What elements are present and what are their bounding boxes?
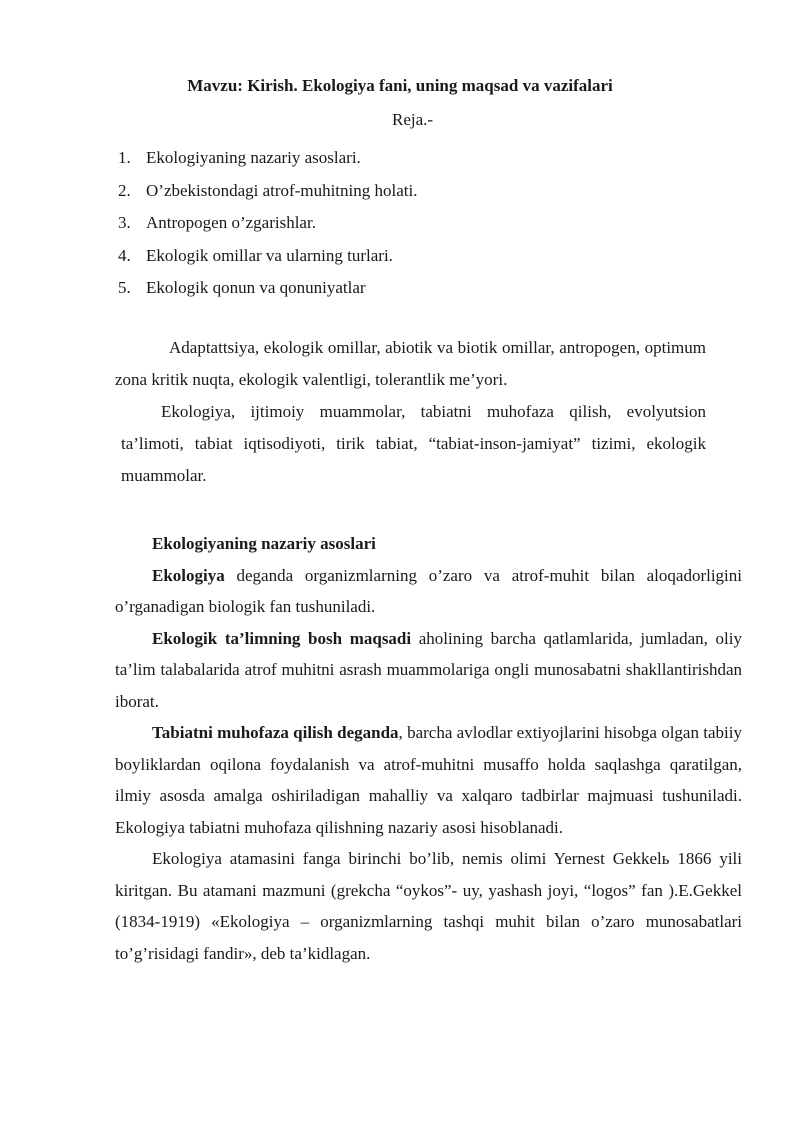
plan-item-text: Antropogen o’zgarishlar.	[146, 213, 316, 232]
plan-item	[118, 207, 417, 240]
plan-item-number: 4.	[118, 245, 131, 265]
plan-item-number: 3.	[118, 213, 131, 232]
plan-item-number: 5.	[118, 278, 131, 297]
plan-list	[118, 142, 417, 305]
keywords-paragraph: Adaptattsiya, ekologik omillar, abiotik va biotik omillar, antropogen, optimum zona kritik nuqta, ekologik valentligi, tolerantlik me’yori.	[115, 338, 706, 389]
plan-label: Reja.-	[392, 110, 434, 129]
plan-item	[118, 175, 417, 208]
section-heading: Ekologiyaning nazariy asoslari	[152, 534, 376, 553]
plan-item-text: Ekologiyaning nazariy asoslari.	[146, 148, 361, 167]
body-paragraph	[115, 560, 742, 623]
plan-item-text: Ekologik omillar va ularning turlari.	[146, 245, 393, 265]
plan-item-text: O’zbekistondagi atrof-muhitning holati.	[146, 180, 418, 200]
term-bold: Tabiatni muhofaza qilish deganda	[152, 723, 399, 742]
document-title: Mavzu: Kirish. Ekologiya fani, uning maqsad va vazifalari	[187, 76, 613, 95]
plan-item	[118, 240, 417, 273]
body-paragraph	[115, 623, 742, 718]
paragraph-text: , barcha avlodlar extiyojlarini hisobga olgan tabiiy boyliklardan oqilona foydalanish va atrof-muhitni musaffo holda saqlashga qaratilgan, ilmiy asosda amalga oshiriladigan mahalliy va xalqaro tadbirlar majmuasi tushuniladi. Ekologiya tabiatni muhofaza qilishning nazariy asosi hisoblanadi.	[115, 723, 742, 837]
paragraph-text: aholining barcha qatlamlarida, jumladan, oliy ta’lim talabalarida atrof muhitni asrash muammolariga ongli munosabatni shakllantirishdan iborat.	[115, 628, 742, 711]
plan-item	[118, 272, 417, 305]
plan-item-text: Ekologik qonun va qonuniyatlar	[146, 278, 366, 297]
plan-item-number: 2.	[118, 180, 131, 200]
term-bold: Ekologiya	[152, 565, 225, 585]
keywords-paragraph: Ekologiya, ijtimoiy muammolar, tabiatni muhofaza qilish, evolyutsion ta’limoti, tabiat iqtisodiyoti, tirik tabiat, “tabiat-inson-jamiyat” tizimi, ekologik muammolar.	[121, 402, 706, 485]
main-text	[115, 528, 742, 969]
term-bold: Ekologik ta’limning bosh maqsadi	[152, 628, 412, 648]
plan-item-number: 1.	[118, 148, 131, 167]
body-paragraph	[115, 843, 742, 969]
body-paragraph	[115, 717, 742, 843]
paragraph-text: Ekologiya atamasini fanga birinchi bo’lib, nemis olimi Yernest Gekkelь 1866 yili kiritgan. Bu atamani mazmuni (grekcha “oykos”- uy, yashash joyi, “logos” fan ).E.Gekkel (1834-1919) «Ekologiya – organizmlarning tashqi muhit bilan o’zaro munosabatlari to’g’risidagi fandir», deb ta’kidlagan.	[115, 849, 742, 963]
plan-item	[118, 142, 417, 175]
paragraph-text: deganda organizmlarning o’zaro va atrof-muhit bilan aloqadorligini o’rganadigan biologik fan tushuniladi.	[115, 565, 742, 616]
